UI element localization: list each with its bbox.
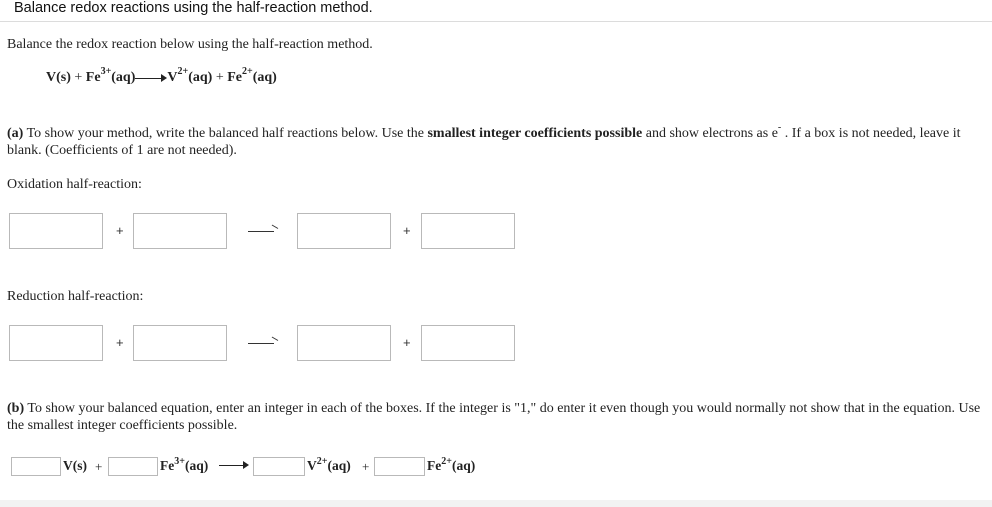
species-fe2 (427, 455, 476, 474)
species-symbol: Fe (427, 458, 442, 473)
coefficient-v2-input[interactable] (253, 457, 305, 476)
reduction-product-1-input[interactable] (297, 325, 391, 361)
bottom-band (0, 500, 992, 507)
plus-sign: + (116, 223, 124, 238)
charge: 3+ (100, 66, 112, 78)
reaction-arrow-icon (135, 73, 167, 83)
plus-sign: + (215, 70, 224, 85)
plus-sign: + (403, 335, 411, 350)
charge: 3+ (174, 455, 185, 467)
plus-sign: + (362, 459, 370, 474)
electron-charge: - (777, 122, 782, 134)
reduction-reactant-1-input[interactable] (9, 325, 103, 361)
species-v: V(s) (63, 458, 87, 473)
part-a-text: . If a box is not needed, leave it blank. (Coefficients of 1 are not needed). (7, 126, 961, 158)
oxidation-reactant-1-input[interactable] (9, 213, 103, 249)
equation-arrow-icon (219, 460, 249, 470)
part-a-text: and show electrons as e (642, 126, 778, 141)
reactant-fe: Fe (85, 70, 101, 85)
coefficient-fe2-input[interactable] (374, 457, 425, 476)
plus-sign: + (95, 459, 103, 474)
half-reaction-arrow-icon (248, 226, 278, 236)
state: (aq) (327, 458, 351, 473)
plus-sign: + (403, 223, 411, 238)
page-title: Balance redox reactions using the half-reaction method. (14, 0, 373, 16)
oxidation-reactant-2-input[interactable] (133, 213, 227, 249)
species-symbol: V (307, 458, 317, 473)
plus-sign: + (116, 335, 124, 350)
charge: 2+ (177, 66, 189, 78)
instruction-text: Balance the redox reaction below using the half-reaction method. (7, 37, 373, 52)
part-a-bold: smallest integer coefficients possible (427, 126, 643, 141)
half-reaction-arrow-icon (248, 338, 278, 348)
title-divider (0, 21, 992, 22)
state: (aq) (451, 458, 476, 473)
coefficient-fe3-input[interactable] (108, 457, 158, 476)
charge: 2+ (316, 455, 328, 467)
part-b-instructions (7, 400, 982, 434)
state: (aq) (188, 70, 213, 85)
part-b-text: To show your balanced equation, enter an integer in each of the boxes. If the integer is "1," do enter it even though you would normally not show that in the equation. Use the smallest integer coefficients possible. (7, 401, 981, 433)
part-a-label: (a) (7, 126, 24, 141)
oxidation-label: Oxidation half-reaction: (7, 177, 142, 192)
reduction-label: Reduction half-reaction: (7, 289, 144, 304)
part-a-text: To show your method, write the balanced half reactions below. Use the (23, 126, 428, 141)
charge: 2+ (242, 66, 253, 78)
redox-reaction (46, 66, 277, 86)
charge: 2+ (441, 455, 452, 467)
state: (aq) (111, 70, 136, 85)
part-a-instructions (7, 122, 967, 159)
product-fe: Fe (227, 70, 243, 85)
species-v2 (307, 455, 351, 474)
state: (aq) (184, 458, 209, 473)
species-fe3 (160, 455, 209, 474)
reactant-v: V(s) (46, 70, 71, 85)
reduction-product-2-input[interactable] (421, 325, 515, 361)
product-v: V (167, 70, 178, 85)
oxidation-product-2-input[interactable] (421, 213, 515, 249)
plus-sign: + (74, 70, 83, 85)
state: (aq) (252, 70, 277, 85)
part-b-label: (b) (7, 401, 25, 416)
oxidation-product-1-input[interactable] (297, 213, 391, 249)
coefficient-v-input[interactable] (11, 457, 61, 476)
species-symbol: Fe (160, 458, 175, 473)
reduction-reactant-2-input[interactable] (133, 325, 227, 361)
